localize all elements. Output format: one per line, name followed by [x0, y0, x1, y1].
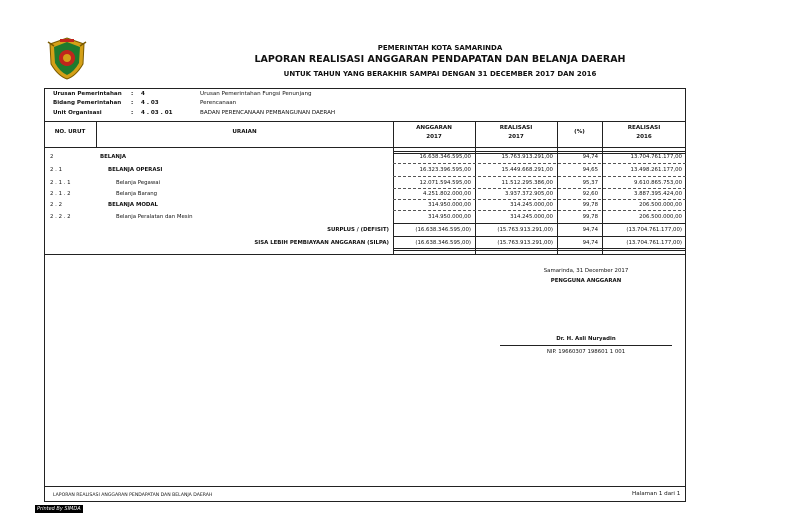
- signature-name: Dr. H. Asli Nuryadin: [556, 336, 616, 342]
- header-no-urut: NO. URUT: [54, 129, 86, 135]
- report-period: UNTUK TAHUN YANG BERAKHIR SAMPAI DENGAN 31 DECEMBER 2017 DAN 2016: [283, 70, 597, 78]
- row-realisasi: 3.937.372.905,00: [504, 191, 553, 197]
- row-prev: 13.498.261.177,00: [630, 167, 682, 173]
- info-colon: :: [131, 100, 134, 106]
- silpa-rule: [393, 236, 686, 237]
- row-prev: 13.704.761.177,00: [630, 154, 682, 160]
- silpa-double-rule: [393, 248, 686, 251]
- row-persen: 99,78: [582, 202, 598, 208]
- row-persen: 94,74: [582, 154, 598, 160]
- info-colon: :: [131, 91, 134, 97]
- silpa-anggaran: (16.638.346.595,00): [415, 240, 471, 246]
- surplus-rule: [393, 223, 686, 224]
- surplus-prev: (13.704.761.177,00): [626, 227, 682, 233]
- row-persen: 94,65: [582, 167, 598, 173]
- row-persen: 95,37: [582, 180, 598, 186]
- report-title: LAPORAN REALISASI ANGGARAN PENDAPATAN DAN BELANJA DAERAH: [254, 54, 626, 65]
- signature-line: [500, 345, 672, 346]
- row-anggaran: 314.950.000,00: [428, 214, 471, 220]
- row-anggaran: 314.950.000,00: [428, 202, 471, 208]
- silpa-label: SISA LEBIH PEMBIAYAAN ANGGARAN (SILPA): [254, 240, 389, 246]
- row-prev: 3.887.395.424,00: [633, 191, 682, 197]
- row-prev: 9.610.865.753,00: [633, 180, 682, 186]
- footer-page-number: Halaman 1 dari 1: [632, 491, 681, 497]
- row-realisasi: 15.449.668.291,00: [501, 167, 553, 173]
- row-realisasi: 314.245.000,00: [510, 214, 553, 220]
- row-no: 2 . 2 . 2: [50, 214, 71, 220]
- info-name: Perencanaan: [200, 100, 237, 106]
- info-code: 4: [141, 91, 145, 97]
- signature-place-date: Samarinda, 31 December 2017: [543, 268, 629, 274]
- surplus-realisasi: (15.763.913.291,00): [497, 227, 553, 233]
- header-uraian: URAIAN: [232, 129, 257, 135]
- header-realisasi-prev: REALISASI: [627, 125, 661, 131]
- row-no: 2 . 2: [50, 202, 62, 208]
- printed-by-stamp: Printed By SIMDA: [37, 506, 81, 512]
- silpa-persen: 94,74: [582, 240, 598, 246]
- row-persen: 92,60: [582, 191, 598, 197]
- table-top-border: [44, 121, 686, 122]
- header-anggaran: ANGGARAN: [416, 125, 452, 131]
- signature-nip: NIP. 19660307 198601 1 001: [546, 349, 626, 355]
- footer-rule: [44, 486, 686, 487]
- info-label: Bidang Pemerintahan: [53, 100, 122, 106]
- row-anggaran: 16.638.346.595,00: [419, 154, 471, 160]
- header-realisasi-prev-year: 2016: [636, 134, 652, 140]
- row-rule: [393, 199, 686, 200]
- row-anggaran: 16.323.396.595,00: [419, 167, 471, 173]
- info-label: Urusan Pemerintahan: [53, 91, 122, 97]
- row-uraian: Belanja Barang: [116, 191, 158, 197]
- row-rule: [393, 163, 686, 164]
- row-uraian: BELANJA OPERASI: [108, 167, 163, 173]
- row-prev: 206.500.000,00: [639, 202, 682, 208]
- silpa-prev: (13.704.761.177,00): [626, 240, 682, 246]
- row-no: 2 . 1 . 2: [50, 191, 71, 197]
- surplus-anggaran: (16.638.346.595,00): [415, 227, 471, 233]
- signature-role: PENGGUNA ANGGARAN: [550, 278, 622, 284]
- row-anggaran: 4.251.802.000,00: [422, 191, 471, 197]
- info-code: 4 . 03 . 01: [141, 110, 173, 116]
- table-header-bottom: [44, 147, 686, 148]
- row-uraian: BELANJA: [100, 154, 127, 160]
- header-anggaran-year: 2017: [426, 134, 442, 140]
- row-no: 2 . 1: [50, 167, 62, 173]
- header-percent: (%): [574, 129, 585, 135]
- row-persen: 99,78: [582, 214, 598, 220]
- row-uraian: Belanja Peralatan dan Mesin: [116, 214, 193, 220]
- table-bottom-border: [44, 254, 686, 255]
- info-name: Urusan Pemerintahan Fungsi Penunjang: [200, 91, 312, 97]
- info-code: 4 . 03: [141, 100, 159, 106]
- row-rule: [393, 188, 686, 189]
- row-realisasi: 11.512.295.386,00: [501, 180, 553, 186]
- row-rule: [393, 176, 686, 177]
- row-anggaran: 12.071.594.595,00: [419, 180, 471, 186]
- info-name: BADAN PERENCANAAN PEMBANGUNAN DAERAH: [200, 110, 336, 116]
- row-realisasi: 314.245.000,00: [510, 202, 553, 208]
- surplus-persen: 94,74: [582, 227, 598, 233]
- row-no: 2 . 1 . 1: [50, 180, 71, 186]
- row-rule: [393, 210, 686, 211]
- row-prev: 206.500.000,00: [639, 214, 682, 220]
- header-realisasi: REALISASI: [499, 125, 533, 131]
- row-uraian: Belanja Pegawai: [116, 180, 161, 186]
- surplus-label: SURPLUS / (DEFISIT): [327, 227, 389, 233]
- row-realisasi: 15.763.913.291,00: [501, 154, 553, 160]
- info-colon: :: [131, 110, 134, 116]
- info-label: Unit Organisasi: [53, 110, 102, 116]
- header-realisasi-year: 2017: [508, 134, 524, 140]
- row-no: 2: [50, 154, 54, 160]
- row-uraian: BELANJA MODAL: [108, 202, 158, 208]
- silpa-realisasi: (15.763.913.291,00): [497, 240, 553, 246]
- government-name: PEMERINTAH KOTA SAMARINDA: [377, 44, 503, 52]
- footer-report-name: LAPORAN REALISASI ANGGARAN PENDAPATAN DAN BELANJA DAERAH: [53, 493, 213, 498]
